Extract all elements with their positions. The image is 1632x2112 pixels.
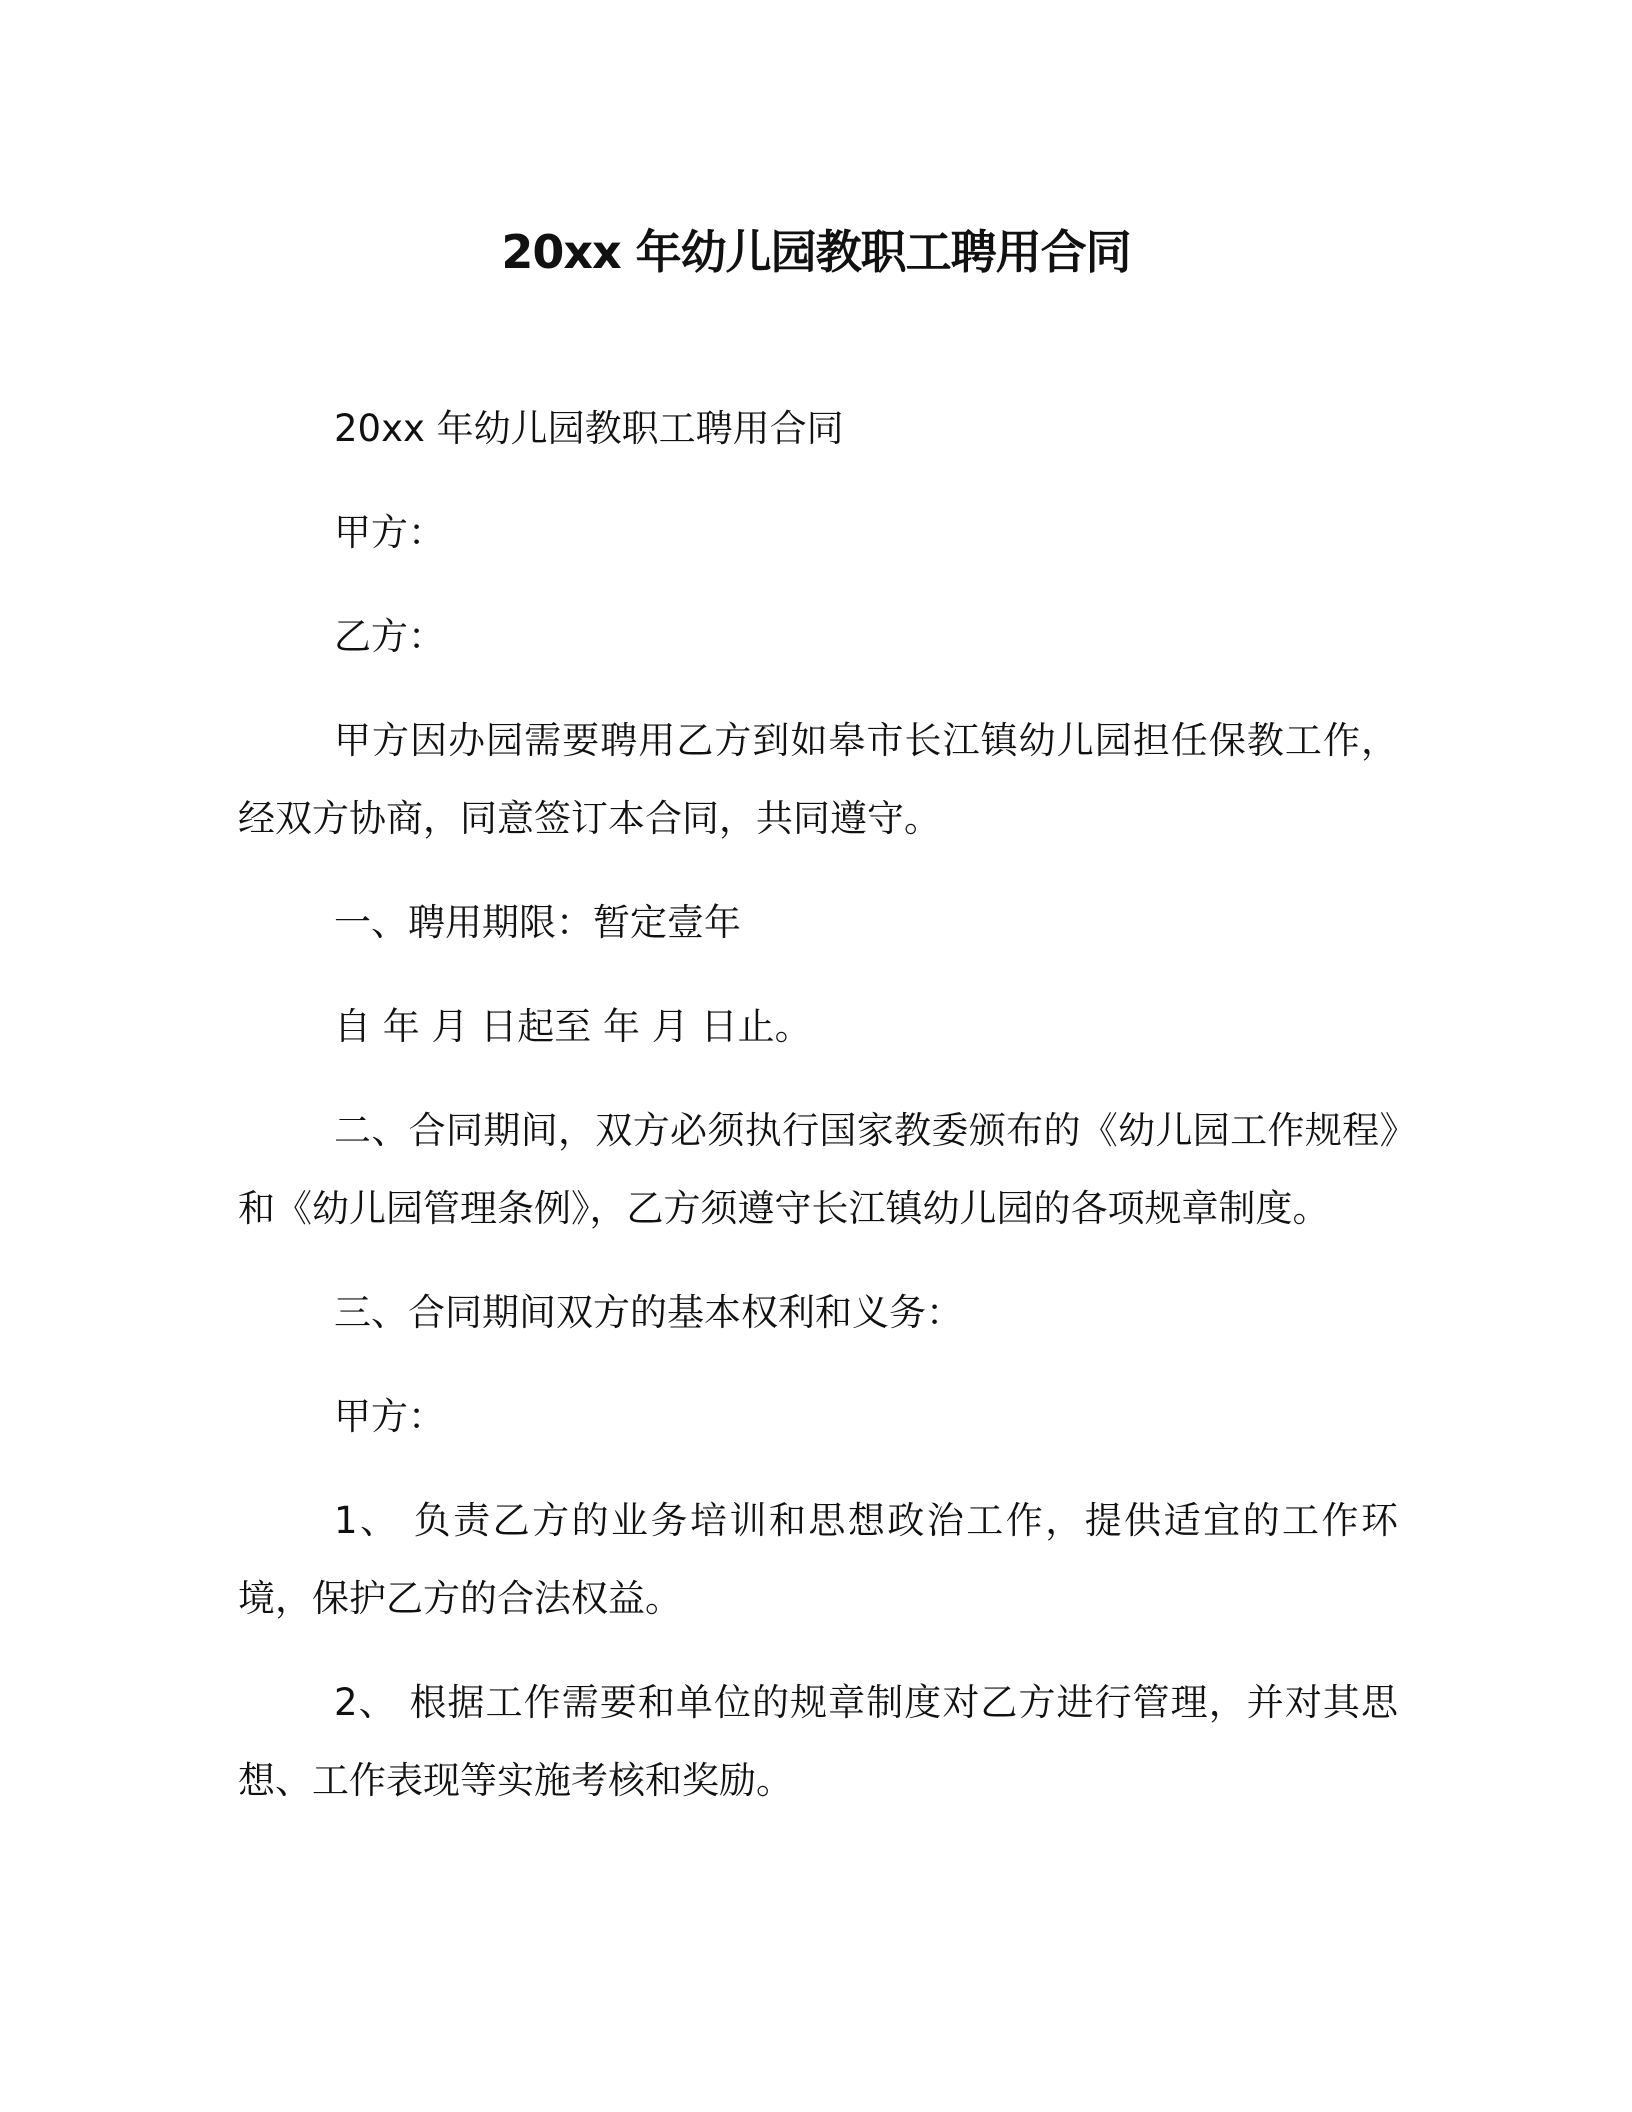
paragraph-party-a-duties: 甲方：: [334, 1395, 445, 1438]
paragraph-party-b: 乙方：: [334, 615, 445, 658]
paragraph-term-dates: 自 年 月 日起至 年 月 日止。: [334, 1005, 812, 1048]
document-body: [238, 390, 1398, 1846]
paragraph-duty-2: 2、 根据工作需要和单位的规章制度对乙方进行管理，并对其思想、工作表现等实施考核和奖励。: [238, 1681, 1398, 1802]
paragraph-intro: 甲方因办园需要聘用乙方到如皋市长江镇幼儿园担任保教工作，经双方协商，同意签订本合同，共同遵守。: [238, 719, 1398, 840]
document-title: 20xx 年幼儿园教职工聘用合同: [501, 225, 1131, 279]
paragraph-term: 一、聘用期限：暂定壹年: [334, 901, 741, 944]
paragraph-duty-1: 1、 负责乙方的业务培训和思想政治工作，提供适宜的工作环境，保护乙方的合法权益。: [238, 1499, 1398, 1620]
paragraph-subtitle: 20xx 年幼儿园教职工聘用合同: [334, 407, 844, 450]
paragraph-rights-heading: 三、合同期间双方的基本权利和义务：: [334, 1291, 963, 1334]
paragraph-party-a: 甲方：: [334, 511, 445, 554]
paragraph-regulations: 二、合同期间，双方必须执行国家教委颁布的《幼儿园工作规程》和《幼儿园管理条例》，乙方须遵守长江镇幼儿园的各项规章制度。: [238, 1109, 1398, 1230]
